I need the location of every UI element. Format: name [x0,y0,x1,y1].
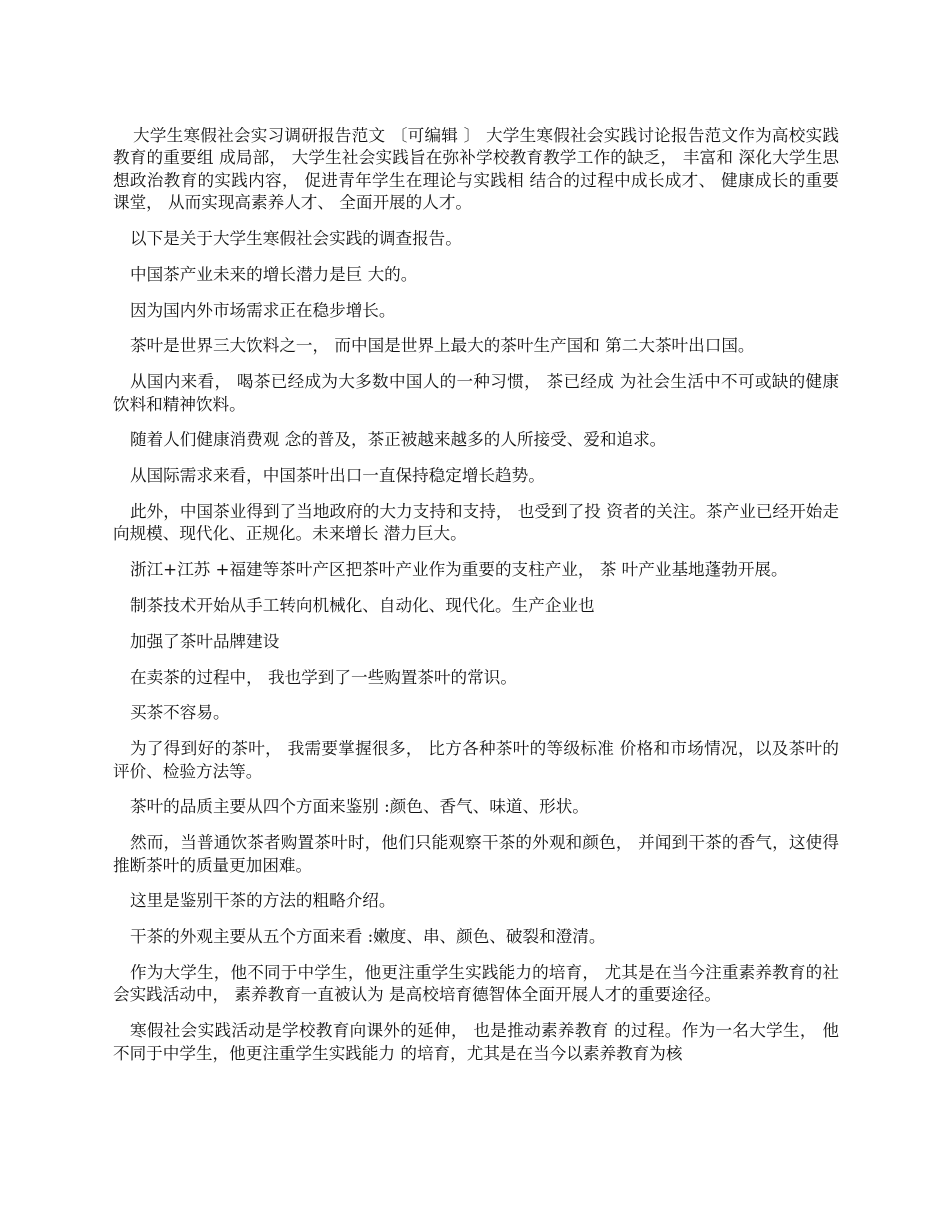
paragraph: 在卖茶的过程中， 我也学到了一些购置茶叶的常识。 [130,667,517,687]
paragraph-intro: 大学生寒假社会实习调研报告范文 〔可编辑 〕 大学生寒假社会实践讨论报告范文作为高校实践教育的重要组 成局部， 大学生社会实践旨在弥补学校教育教学工作的缺乏， 丰富和 深化大学生思想政治教育的实践内容， 促进青年学生在理论与实践相 结合的过程中成长成才、 健康成长的重要课堂， 从而实现高素养人才、 全面开展的人才。 [113,126,839,213]
paragraph: 中国茶产业未来的增长潜力是巨 大的。 [130,264,418,284]
document-body [113,125,839,1078]
paragraph: 随着人们健康消费观 念的普及，茶正被越来越多的人所接受、爱和追求。 [130,430,667,450]
paragraph: 这里是鉴别干茶的方法的粗略介绍。 [130,891,396,911]
paragraph: 此外，中国茶业得到了当地政府的大力支持和支持， 也受到了投 资者的关注。茶产业已经开始走向规模、现代化、正规化。未来增长 潜力巨大。 [113,502,839,544]
paragraph: 茶叶是世界三大饮料之一， 而中国是世界上最大的茶叶生产国和 第二大茶叶出口国。 [130,336,755,356]
paragraph: 为了得到好的茶叶， 我需要掌握很多， 比方各种茶叶的等级标准 价格和市场情况，以及茶叶的评价、检验方法等。 [113,739,839,781]
paragraph: 干茶的外观主要从五个方面来看 :嫩度、串、颜色、破裂和澄清。 [130,927,606,947]
paragraph: 因为国内外市场需求正在稳步增长。 [130,300,396,320]
paragraph: 茶叶的品质主要从四个方面来鉴别 :颜色、香气、味道、形状。 [130,797,589,817]
paragraph: 从国际需求来看，中国茶叶出口一直保持稳定增长趋势。 [130,466,545,486]
paragraph: 然而，当普通饮茶者购置茶叶时，他们只能观察干茶的外观和颜色， 并闻到干茶的香气，这使得推断茶叶的质量更加困难。 [113,833,839,875]
paragraph: 以下是关于大学生寒假社会实践的调查报告。 [130,229,462,249]
paragraph: 从国内来看， 喝茶已经成为大多数中国人的一种习惯， 茶已经成 为社会生活中不可或缺的健康饮料和精神饮料。 [113,372,839,414]
paragraph: 制茶技术开始从手工转向机械化、自动化、现代化。生产企业也 [130,596,595,615]
paragraph: 作为大学生，他不同于中学生，他更注重学生实践能力的培育， 尤其是在当今注重素养教育的社会实践活动中， 素养教育一直被认为 是高校培育德智体全面开展人才的重要途径。 [113,962,839,1005]
paragraph: 加强了茶叶品牌建设 [130,631,280,651]
paragraph: 买茶不容易。 [130,703,230,723]
paragraph: 寒假社会实践活动是学校教育向课外的延伸， 也是推动素养教育 的过程。作为一名大学生， 他不同于中学生，他更注重学生实践能力 的培育，尤其是在当今以素养教育为核 [113,1021,839,1063]
paragraph: 浙江+江苏 +福建等茶叶产区把茶叶产业作为重要的支柱产业， 茶 叶产业基地蓬勃开展。 [130,560,788,580]
